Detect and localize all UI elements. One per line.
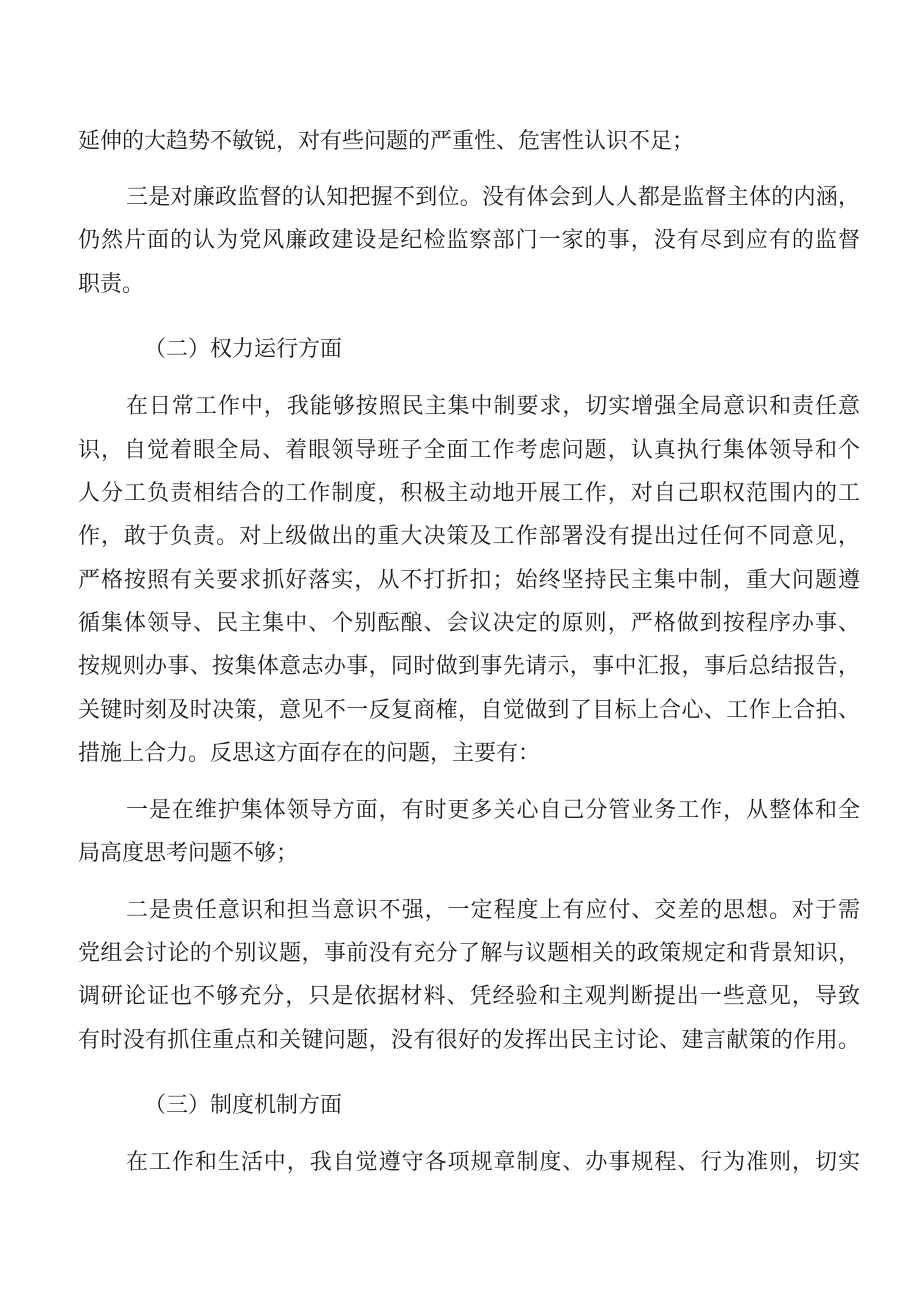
text-line: 作，敢于负责。对上级做出的重大决策及工作部署没有提出过任何不同意见，	[78, 524, 860, 549]
section-heading: （三）制度机制方面	[144, 1093, 343, 1118]
text-line: 在日常工作中，我能够按照民主集中制要求，切实增强全局意识和责任意	[126, 394, 860, 419]
text-line: 调研论证也不够充分，只是依据材料、凭经验和主观判断提出一些意见，导致	[78, 984, 860, 1009]
text-line: 延伸的大趋势不敏锐，对有些问题的严重性、危害性认识不足；	[78, 129, 695, 154]
text-line: 关键时刻及时决策，意见不一反复商榷，自觉做到了目标上合心、工作上合拍、	[78, 698, 860, 723]
text-line: 严格按照有关要求抓好落实，从不打折扣；始终坚持民主集中制，重大问题遵	[78, 568, 860, 593]
text-line: 局高度思考问题不够；	[78, 841, 299, 866]
text-line: 有时没有抓住重点和关键问题，没有很好的发挥出民主讨论、建言献策的作用。	[78, 1028, 860, 1053]
text-line: 党组会讨论的个别议题，事前没有充分了解与议题相关的政策规定和背景知识，	[78, 941, 860, 966]
text-line: 仍然片面的认为党风廉政建设是纪检监察部门一家的事，没有尽到应有的监督	[78, 228, 860, 253]
text-line: 职责。	[78, 272, 145, 297]
section-heading: （二）权力运行方面	[144, 337, 343, 362]
text-line: 识，自觉着眼全局、着眼领导班子全面工作考虑问题，认真执行集体领导和个	[78, 438, 860, 463]
text-line: 二是贵任意识和担当意识不强，一定程度上有应付、交差的思想。对于需	[126, 898, 860, 923]
text-line: 按规则办事、按集体意志办事，同时做到事先请示，事中汇报，事后总结报告，	[78, 654, 860, 679]
text-line: 在工作和生活中，我自觉遵守各项规章制度、办事规程、行为准则，切实	[126, 1150, 860, 1175]
text-line: 一是在维护集体领导方面，有时更多关心自己分管业务工作，从整体和全	[126, 798, 860, 823]
text-line: 三是对廉政监督的认知把握不到位。没有体会到人人都是监督主体的内涵，	[126, 185, 860, 210]
text-line: 人分工负责相结合的工作制度，积极主动地开展工作，对自己职权范围内的工	[78, 481, 860, 506]
text-line: 循集体领导、民主集中、个别酝酿、会议决定的原则，严格做到按程序办事、	[78, 611, 860, 636]
text-line: 措施上合力。反思这方面存在的问题，主要有：	[78, 741, 541, 766]
